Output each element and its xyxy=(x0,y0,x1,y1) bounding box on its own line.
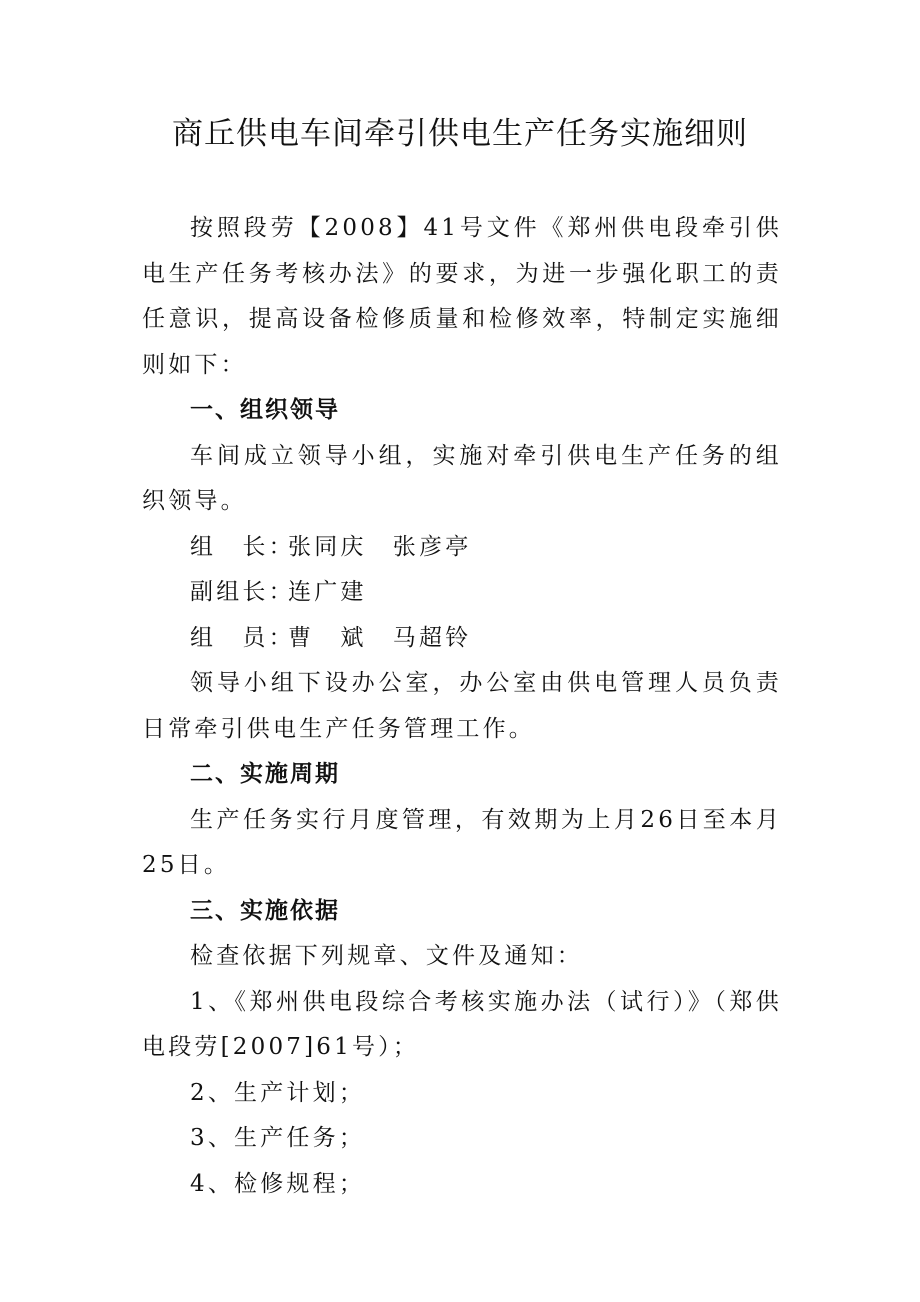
member-names: 张同庆 张彦亭 xyxy=(288,533,472,560)
member-names: 曹 斌 马超铃 xyxy=(288,624,472,651)
list-item: 4、检修规程； xyxy=(190,1170,366,1197)
section-closing-paragraph: 领导小组下设办公室，办公室由供电管理人员负责日常牵引供电生产任务管理工作。 xyxy=(142,670,782,742)
member-label: 组 员： xyxy=(190,624,295,651)
member-row-deputy xyxy=(142,570,782,616)
document-title: 商丘供电车间牵引供电生产任务实施细则 xyxy=(172,116,748,152)
member-row-members xyxy=(142,616,782,662)
list-item: 3、生产任务； xyxy=(190,1125,366,1151)
member-names: 连广建 xyxy=(288,579,367,605)
section-paragraph: 检查依据下列规章、文件及通知： xyxy=(190,943,583,969)
section-heading-organization: 一、组织领导 xyxy=(190,397,340,423)
member-label: 组 长： xyxy=(190,533,295,560)
document-body xyxy=(142,206,782,1207)
list-item: 1、《郑州供电段综合考核实施办法（试行）》（郑供电段劳[2007]61号）； xyxy=(142,988,782,1060)
member-label: 副组长： xyxy=(190,579,295,605)
member-row-leader xyxy=(142,525,782,571)
section-heading-basis: 三、实施依据 xyxy=(190,897,340,924)
section-paragraph: 生产任务实行月度管理，有效期为上月26日至本月25日。 xyxy=(142,806,782,878)
section-heading-period: 二、实施周期 xyxy=(190,761,340,787)
section-paragraph: 车间成立领导小组，实施对牵引供电生产任务的组织领导。 xyxy=(142,442,782,514)
list-item: 2、生产计划； xyxy=(190,1079,366,1106)
intro-paragraph: 按照段劳【2008】41号文件《郑州供电段牵引供电生产任务考核办法》的要求，为进一步强化职工的责任意识，提高设备检修质量和检修效率，特制定实施细则如下： xyxy=(142,215,782,378)
